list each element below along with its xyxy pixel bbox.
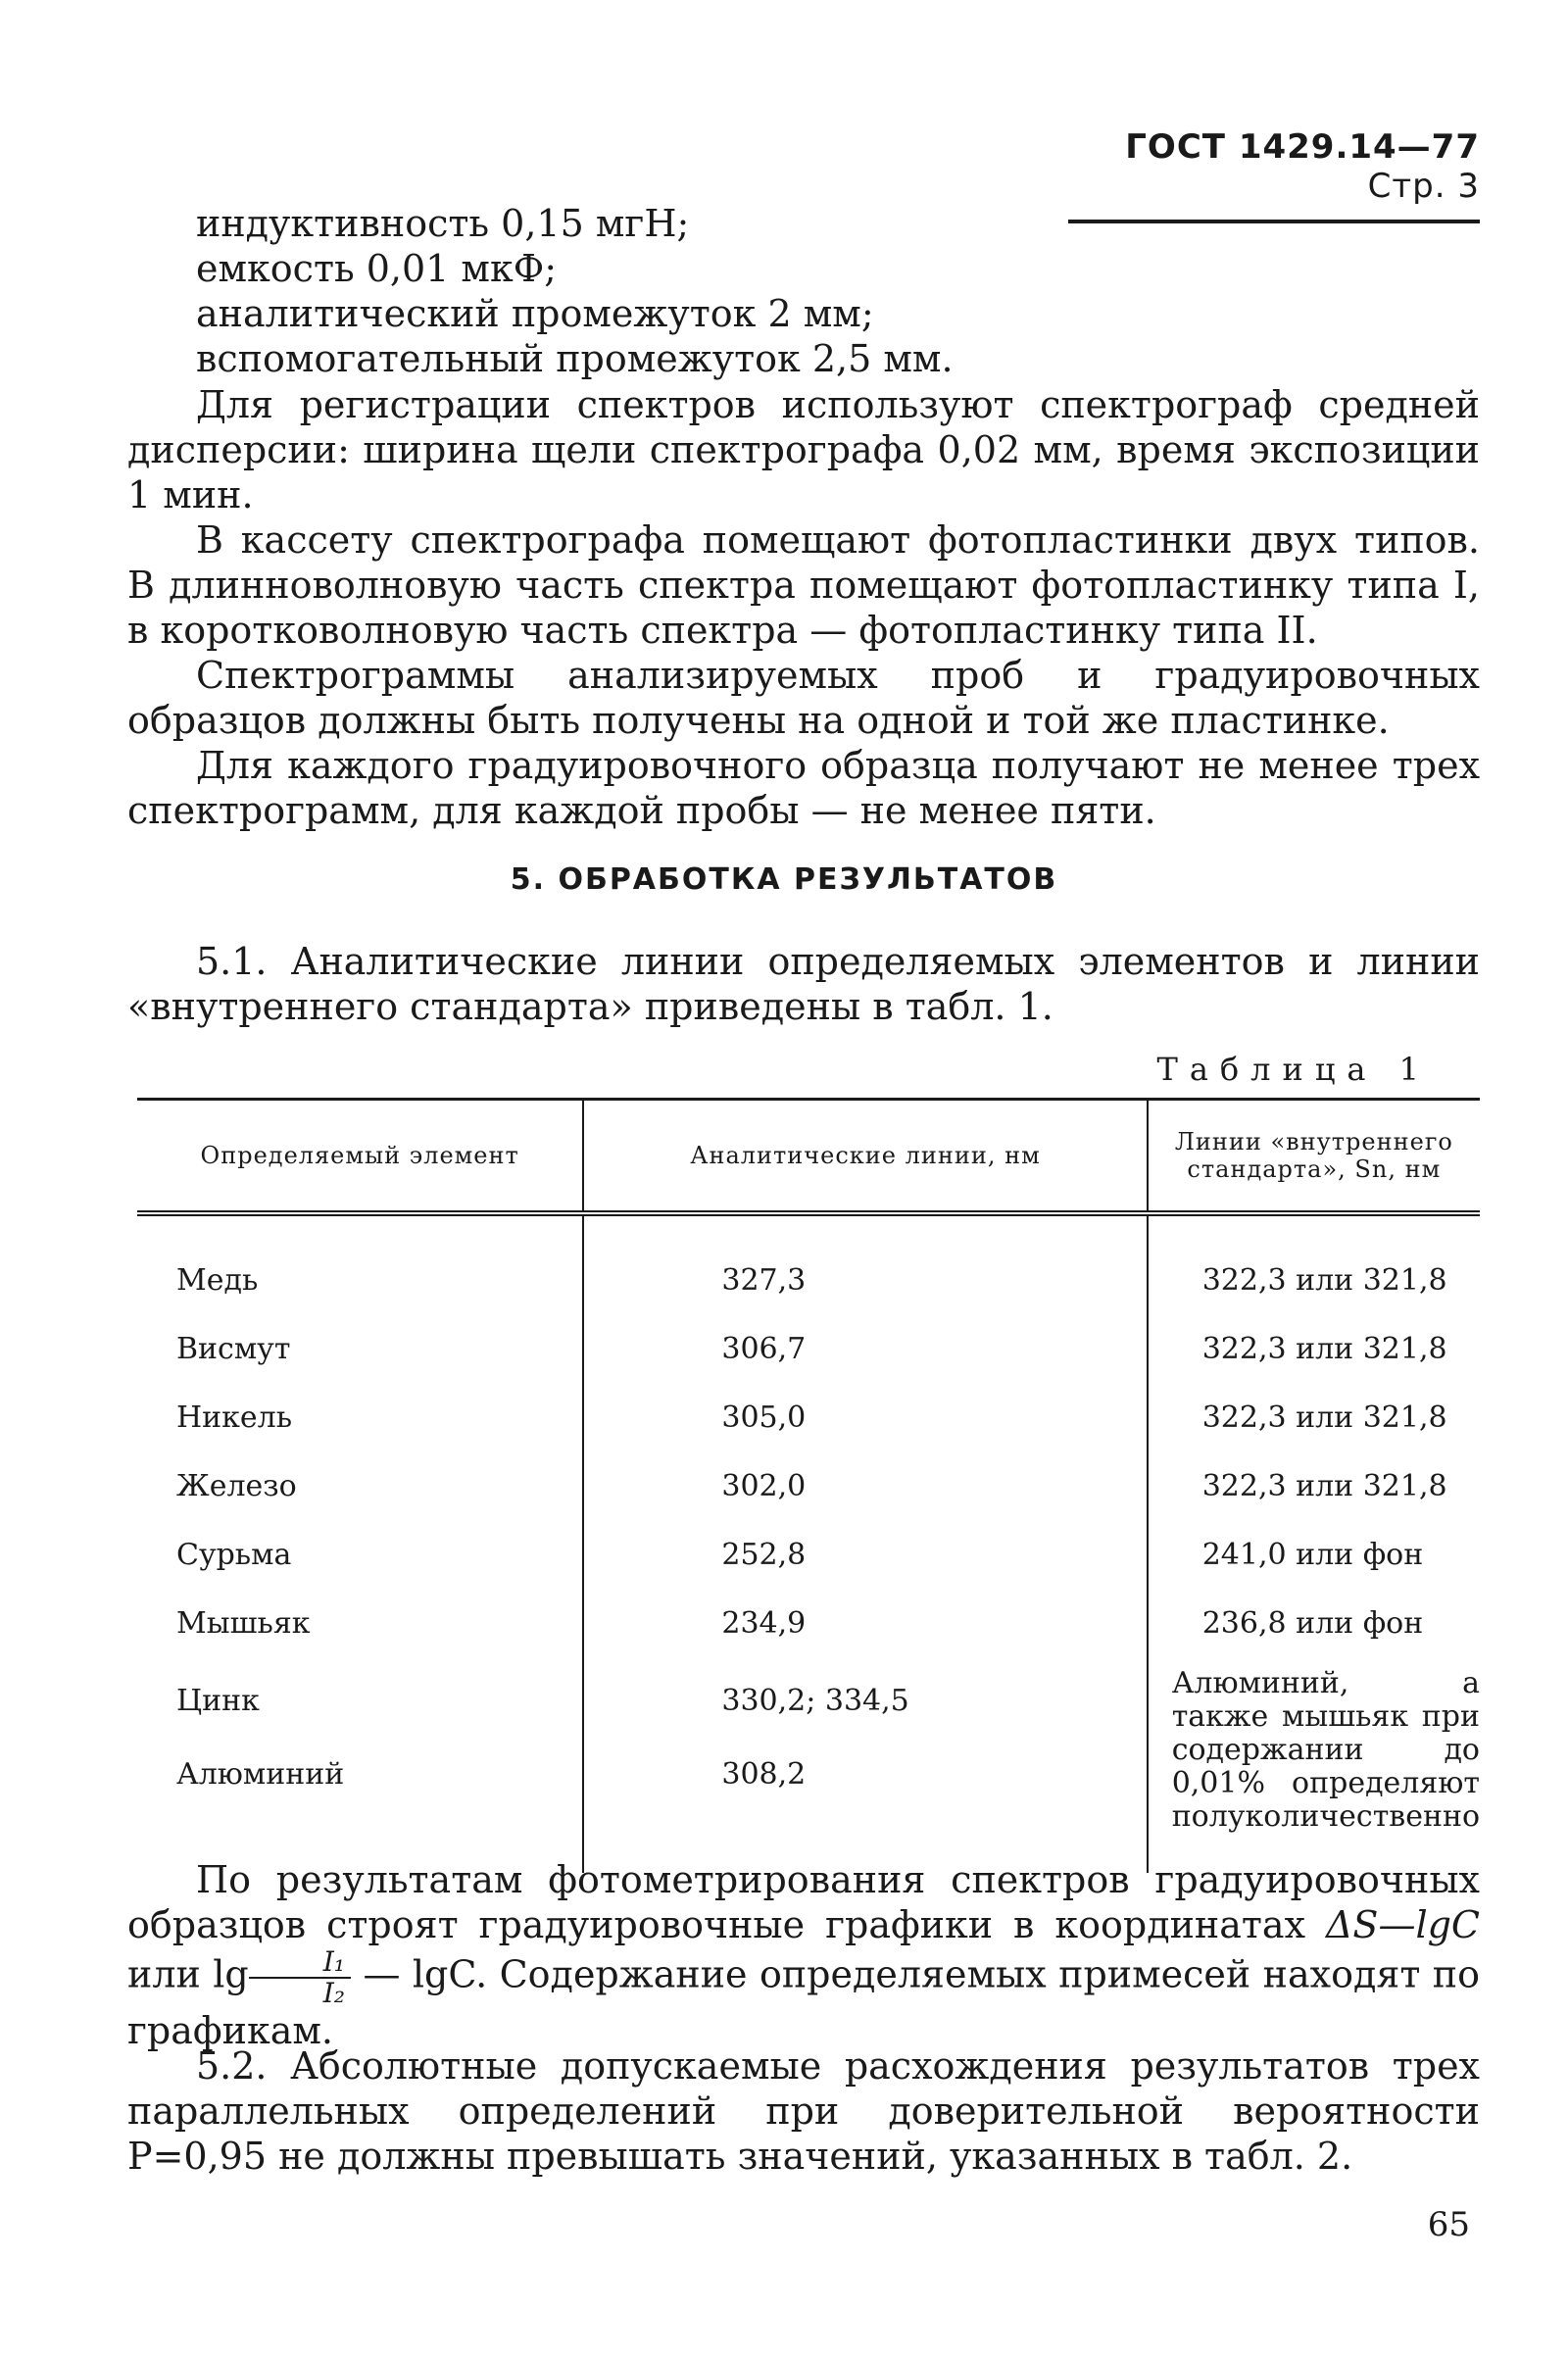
col-header-analytical-lines: Аналитические линии, нм [583, 1100, 1147, 1214]
table-row [137, 1314, 1480, 1383]
cell-element: Никель [176, 1400, 293, 1435]
parameters-list [127, 201, 1480, 381]
cell-element: Висмут [176, 1331, 291, 1366]
calibration-text-1: По результатам фотометрирования спектров градуировочных образцов строят градуировочные графики в координатах [127, 1858, 1480, 1946]
table-row [137, 1451, 1480, 1520]
intensity-ratio-fraction [249, 1947, 351, 2008]
paragraph-calibration [127, 1857, 1480, 2053]
page-label: Стр. 3 [1367, 167, 1480, 206]
calibration-or: или lg [127, 1952, 249, 1996]
cell-element: Железо [176, 1468, 297, 1503]
cell-line: 252,8 [583, 1520, 1147, 1589]
fraction-denominator: I₂ [322, 1977, 345, 2009]
cell-standard: 322,3 или 321,8 [1201, 1262, 1447, 1298]
table-row [137, 1213, 1480, 1314]
clause-5-2: 5.2. Абсолютные допускаемые расхождения результатов трех параллельных определений при доверительной вероятности P=0,95 не должны превышать значений, указанных в табл. 2. [127, 2044, 1480, 2178]
cell-line: 327,3 [583, 1213, 1147, 1314]
cell-standard: 241,0 или фон [1201, 1537, 1424, 1572]
cell-standard: 322,3 или 321,8 [1201, 1331, 1447, 1366]
cell-element: Цинк [176, 1684, 260, 1719]
cell-line: 306,7 [583, 1314, 1147, 1383]
table-row [137, 1657, 1480, 1745]
cell-standard: 322,3 или 321,8 [1201, 1468, 1447, 1503]
table-row [137, 1383, 1480, 1451]
table-row [137, 1589, 1480, 1657]
section-title: 5. ОБРАБОТКА РЕЗУЛЬТАТОВ [510, 862, 1058, 897]
cell-standard: 236,8 или фон [1201, 1605, 1424, 1641]
cell-element: Мышьяк [176, 1605, 311, 1641]
cell-line: 330,2; 334,5 [583, 1657, 1147, 1745]
cell-line: 302,0 [583, 1451, 1147, 1520]
page-number: 65 [1427, 2205, 1470, 2244]
cell-note: Алюминий, а также мышьяк при содержании до 0,01% определяют полуколичественно [1171, 1666, 1480, 1834]
param-inductance: индуктивность 0,15 мгН; [196, 202, 690, 245]
cell-element: Алюминий [176, 1756, 345, 1792]
cell-line: 234,9 [583, 1589, 1147, 1657]
param-auxiliary-gap: вспомогательный промежуток 2,5 мм. [196, 337, 954, 380]
calibration-coord-2: — lgC. [363, 1952, 488, 1996]
clause-5-1: 5.1. Аналитические линии определяемых элементов и линии «внутреннего стандарта» приведены в табл. 1. [127, 940, 1480, 1028]
table-caption: Таблица 1 [1156, 1051, 1431, 1088]
paragraph-spectrograms: Спектрограммы анализируемых проб и градуировочных образцов должны быть получены на одной и той же пластинке. [127, 654, 1480, 742]
cell-line: 305,0 [583, 1383, 1147, 1451]
fraction-numerator: I₁ [249, 1947, 351, 1979]
table-1 [137, 1098, 1480, 1873]
calibration-text-2: Содержание определяемых примесей находят по графикам. [127, 1952, 1480, 2052]
paragraph-cassette: В кассету спектрографа помещают фотопластинки двух типов. В длинноволновую часть спектра помещают фотопластинку типа I, в коротковолновую часть спектра — фотопластинку типа II. [127, 518, 1480, 652]
calibration-coord-1: ΔS—lgC [1325, 1903, 1480, 1946]
cell-element: Медь [176, 1262, 259, 1298]
paragraph-count: Для каждого градуировочного образца получают не менее трех спектрограмм, для каждой пробы — не менее пяти. [127, 744, 1480, 832]
cell-line: 308,2 [583, 1745, 1147, 1873]
param-capacitance: емкость 0,01 мкФ; [196, 247, 558, 290]
col-header-element: Определяемый элемент [137, 1100, 583, 1214]
param-analytical-gap: аналитический промежуток 2 мм; [196, 292, 874, 335]
cell-element: Сурьма [176, 1537, 292, 1572]
standard-number: ГОСТ 1429.14—77 [1125, 127, 1480, 167]
cell-standard: 322,3 или 321,8 [1201, 1400, 1447, 1435]
paragraph-spectrograph: Для регистрации спектров используют спектрограф средней дисперсии: ширина щели спектрографа 0,02 мм, время экспозиции 1 мин. [127, 383, 1480, 516]
table-row [137, 1520, 1480, 1589]
col-header-internal-standard: Линии «внутреннего стандарта», Sn, нм [1148, 1100, 1480, 1214]
